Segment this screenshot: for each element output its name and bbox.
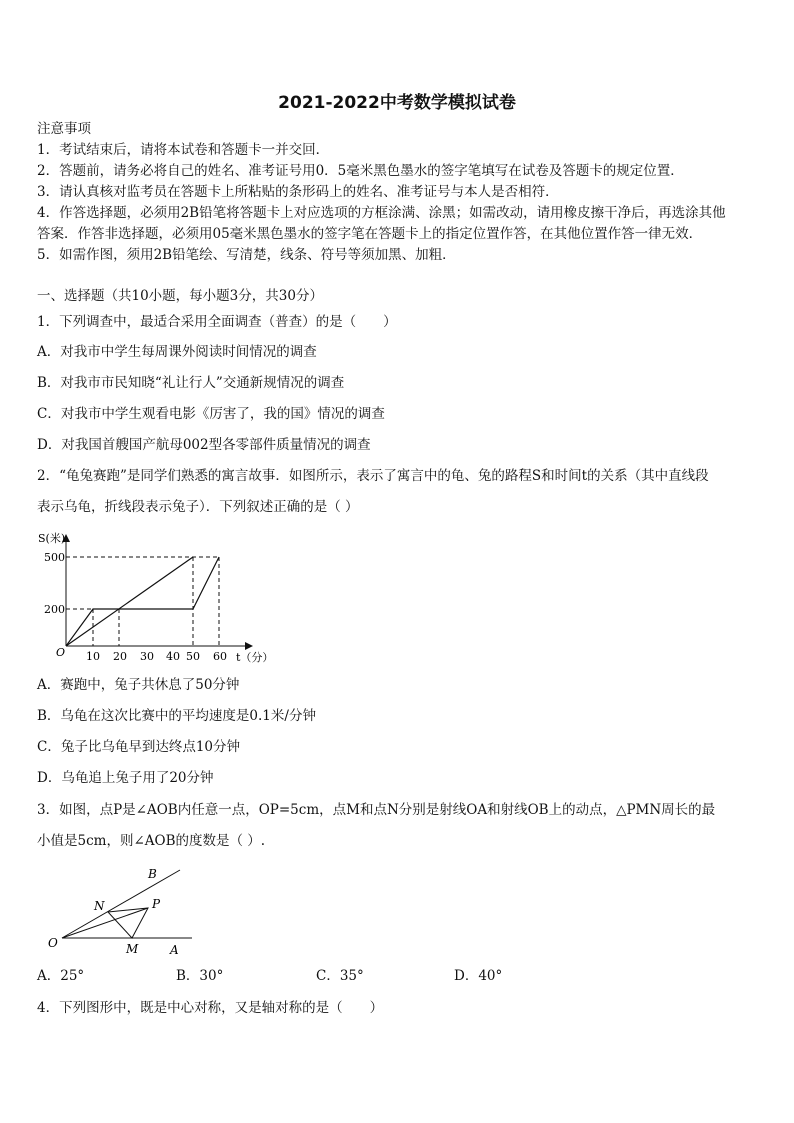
- x-tick-label: 40: [166, 650, 180, 663]
- q3-option-a: A．25°: [37, 968, 85, 984]
- q2-stem-line2: 表示乌龟，折线段表示兔子）．下列叙述正确的是（ ）: [37, 499, 359, 515]
- notice-item: 4．作答选择题，必须用2B铅笔将答题卡上对应选项的方框涂满、涂黑；如需改动，请用橡皮擦干净后，再选涂其他: [37, 205, 726, 221]
- guide-lines: [66, 557, 219, 646]
- x-tick-label: 20: [113, 650, 127, 663]
- notice-item: 5．如需作图，须用2B铅笔绘、写清楚，线条、符号等须加黑、加粗．: [37, 247, 456, 263]
- triangle-pmn: [108, 908, 148, 938]
- label-p: P: [152, 897, 161, 911]
- notice-item: 1．考试结束后，请将本试卷和答题卡一并交回．: [37, 142, 330, 158]
- q1-option-c: C．对我市中学生观看电影《厉害了，我的国》情况的调查: [37, 406, 385, 422]
- q3-stem-line1: 3．如图，点P是∠AOB内任意一点，OP=5cm，点M和点N分别是射线OA和射线OB上的动点，△PMN周长的最: [37, 802, 716, 818]
- q2-option-a: A．赛跑中，兔子共休息了50分钟: [37, 677, 240, 693]
- x-tick-label: 50: [186, 650, 200, 663]
- q2-option-c: C．兔子比乌龟早到达终点10分钟: [37, 739, 241, 755]
- tortoise-line: [66, 557, 193, 646]
- section-heading: 一、选择题（共10小题，每小题3分，共30分）: [37, 288, 323, 304]
- q3-option-b: B．30°: [176, 968, 224, 984]
- label-a: A: [170, 943, 179, 957]
- hare-line: [66, 557, 219, 646]
- q2-option-b: B．乌龟在这次比赛中的平均速度是0.1米/分钟: [37, 708, 316, 724]
- notice-item: 3．请认真核对监考员在答题卡上所粘贴的条形码上的姓名、准考证号与本人是否相符．: [37, 184, 559, 200]
- x-tick-label: 60: [213, 650, 227, 663]
- y-axis-label: S(米): [38, 532, 66, 545]
- notice-item: 2．答题前，请务必将自己的姓名、准考证号用0．5毫米黑色墨水的签字笔填写在试卷及答题卡的规定位置．: [37, 163, 684, 179]
- q2-stem-line1: 2．“龟兔赛跑”是同学们熟悉的寓言故事．如图所示，表示了寓言中的龟、兔的路程S和时间t的关系（其中直线段: [37, 468, 709, 484]
- q3-stem-line2: 小值是5cm，则∠AOB的度数是（ ）.: [37, 833, 266, 849]
- y-tick-label: 500: [44, 551, 65, 564]
- notice-item: 答案．作答非选择题，必须用05毫米黑色墨水的签字笔在答题卡上的指定位置作答，在其他位置作答一律无效．: [37, 226, 703, 242]
- q2-option-d: D．乌龟追上兔子用了20分钟: [37, 770, 214, 786]
- q3-option-d: D．40°: [454, 968, 503, 984]
- x-axis-label: t（分）: [236, 651, 274, 664]
- q2-distance-time-graph: [36, 528, 276, 668]
- ray-ob: [62, 870, 180, 938]
- q4-stem: 4．下列图形中，既是中心对称，又是轴对称的是（ ）: [37, 1000, 384, 1016]
- q1-stem: 1．下列调查中，最适合采用全面调查（普查）的是（ ）: [37, 314, 397, 330]
- notice-heading: 注意事项: [37, 121, 91, 137]
- q3-angle-figure: [40, 862, 200, 960]
- label-n: N: [94, 899, 105, 913]
- q1-option-b: B．对我市市民知晓“礼让行人”交通新规情况的调查: [37, 375, 345, 391]
- x-tick-label: 10: [86, 650, 100, 663]
- label-b: B: [148, 867, 157, 881]
- label-m: M: [126, 942, 139, 956]
- page-title: 2021-2022中考数学模拟试卷: [278, 93, 516, 113]
- q1-option-d: D．对我国首艘国产航母002型各零部件质量情况的调查: [37, 437, 371, 453]
- q1-option-a: A．对我市中学生每周课外阅读时间情况的调查: [37, 344, 317, 360]
- y-tick-label: 200: [44, 603, 65, 616]
- x-tick-label: 30: [140, 650, 154, 663]
- segment-op: [62, 908, 148, 938]
- q3-option-c: C．35°: [316, 968, 364, 984]
- origin-label: O: [56, 646, 66, 659]
- label-o: O: [48, 936, 58, 950]
